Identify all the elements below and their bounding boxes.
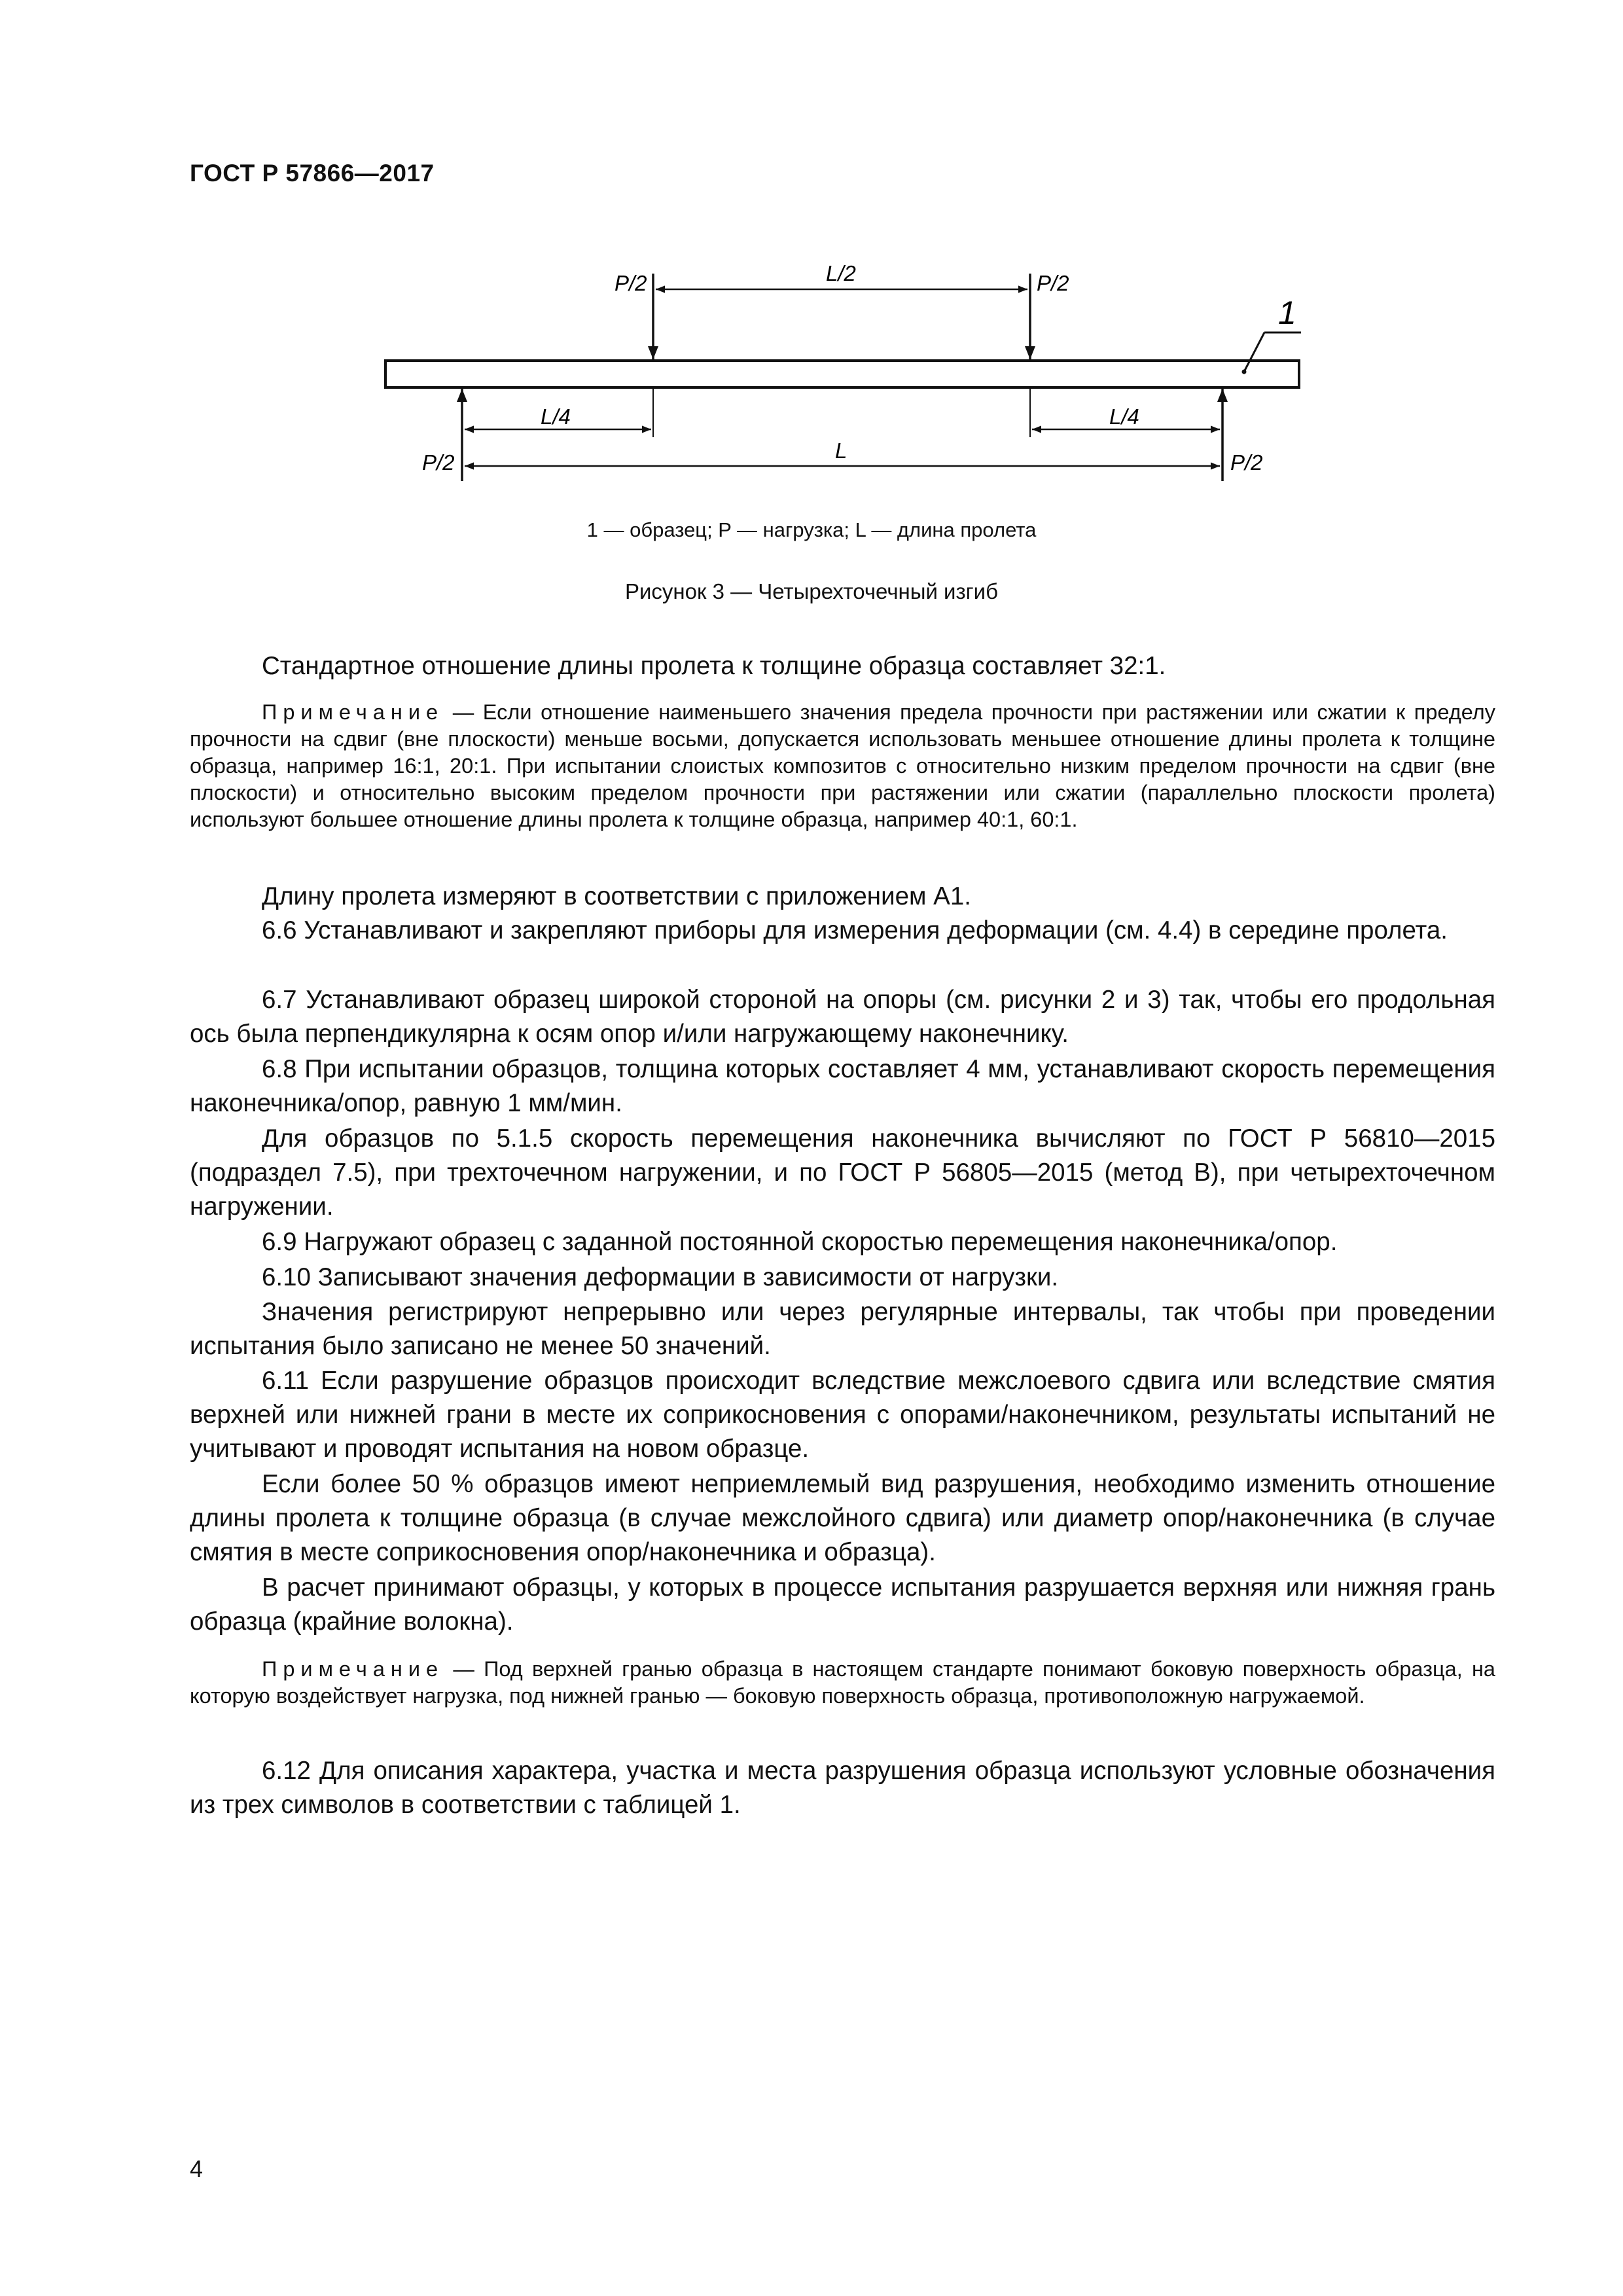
page-number: 4 (190, 2155, 204, 2182)
label-p-bottom-left: P/2 (422, 450, 455, 475)
four-point-bending-diagram (0, 0, 1623, 511)
label-l-quarter-right: L/4 (1109, 404, 1139, 429)
paragraph-span-measure: Длину пролета измеряют в соответствии с приложением А1. (262, 882, 971, 910)
note-2-text: — Под верхней гранью образца в настоящем стандарте понимают боковую поверхность образца, на которую воздействует нагрузка, под нижней гранью — боковую поверхность образца, противоположную нагружаемой. (190, 1657, 1495, 1708)
paragraph-ratio: Стандартное отношение длины пролета к толщине образца составляет 32:1. (262, 652, 1166, 680)
note-1 (190, 699, 1495, 833)
label-l-half: L/2 (826, 261, 856, 285)
note-2 (190, 1656, 1495, 1710)
paragraph-unacceptable-failure: Если более 50 % образцов имеют неприемлемый вид разрушения, необходимо изменить отношение длины пролета к толщине образца (в случае межслойного сдвига) или диаметр опор/наконечника (в случае смятия в месте соприкосновения опор/наконечника и образца). (190, 1470, 1495, 1566)
paragraph-6-8: 6.8 При испытании образцов, толщина которых составляет 4 мм, устанавливают скорость перемещения наконечника/опор, равную 1 мм/мин. (190, 1055, 1495, 1117)
note-1-label: Примечание (262, 700, 444, 724)
label-p-bottom-right: P/2 (1230, 450, 1263, 475)
document-header: ГОСТ Р 57866—2017 (190, 160, 435, 187)
specimen-beam (385, 361, 1299, 387)
paragraph-6-6: 6.6 Устанавливают и закрепляют приборы для измерения деформации (см. 4.4) в середине пролета. (262, 916, 1448, 944)
paragraph-6-11: 6.11 Если разрушение образцов происходит вследствие межслоевого сдвига или вследствие смятия верхней или нижней грани в месте их соприкосновения с опорами/наконечником, результаты испытаний не учитывают и проводят испытания на новом образце. (190, 1367, 1495, 1463)
label-p-top-left: P/2 (615, 271, 647, 295)
paragraph-speed-calc: Для образцов по 5.1.5 скорость перемещения наконечника вычисляют по ГОСТ Р 56810—2015 (подраздел 7.5), при трехточечном нагружении, и по ГОСТ Р 56805—2015 (метод В), при четырехточечном нагружении. (190, 1124, 1495, 1221)
figure-legend: 1 — образец; P — нагрузка; L — длина пролета (586, 518, 1037, 541)
paragraph-accepted-specimens: В расчет принимают образцы, у которых в процессе испытания разрушается верхняя или нижняя грань образца (крайние волокна). (190, 1573, 1495, 1636)
paragraph-registration: Значения регистрируют непрерывно или через регулярные интервалы, так чтобы при проведении испытания было записано не менее 50 значений. (190, 1298, 1495, 1360)
label-item-number: 1 (1278, 295, 1296, 331)
paragraph-6-9: 6.9 Нагружают образец с заданной постоянной скоростью перемещения наконечника/опор. (262, 1228, 1338, 1256)
note-1-text: — Если отношение наименьшего значения предела прочности при растяжении или сжатии к пределу прочности на сдвиг (вне плоскости) меньше восьми, допускается использовать меньшее отношение длины пролета к толщине образца, например 16:1, 20:1. При испытании слоистых композитов с относительно низким пределом прочности на сдвиг (вне плоскости) и относительно высоким пределом прочности при растяжении или сжатии (параллельно плоскости пролета) используют большее отношение длины пролета к толщине образца, например 40:1, 60:1. (190, 700, 1495, 831)
note-2-label: Примечание (262, 1657, 444, 1681)
label-p-top-right: P/2 (1037, 271, 1069, 295)
figure-caption: Рисунок 3 — Четырехточечный изгиб (624, 579, 998, 603)
label-l-quarter-left: L/4 (541, 404, 571, 429)
label-span: L (835, 439, 847, 463)
paragraph-6-12: 6.12 Для описания характера, участка и места разрушения образца используют условные обозначения из трех символов в соответствии с таблицей 1. (190, 1757, 1495, 1819)
paragraph-6-10: 6.10 Записывают значения деформации в зависимости от нагрузки. (262, 1263, 1059, 1291)
leader-dot (1242, 370, 1247, 374)
paragraph-6-7: 6.7 Устанавливают образец широкой стороной на опоры (см. рисунки 2 и 3) так, чтобы его продольная ось была перпендикулярна к осям опор и/или нагружающему наконечнику. (190, 986, 1495, 1048)
